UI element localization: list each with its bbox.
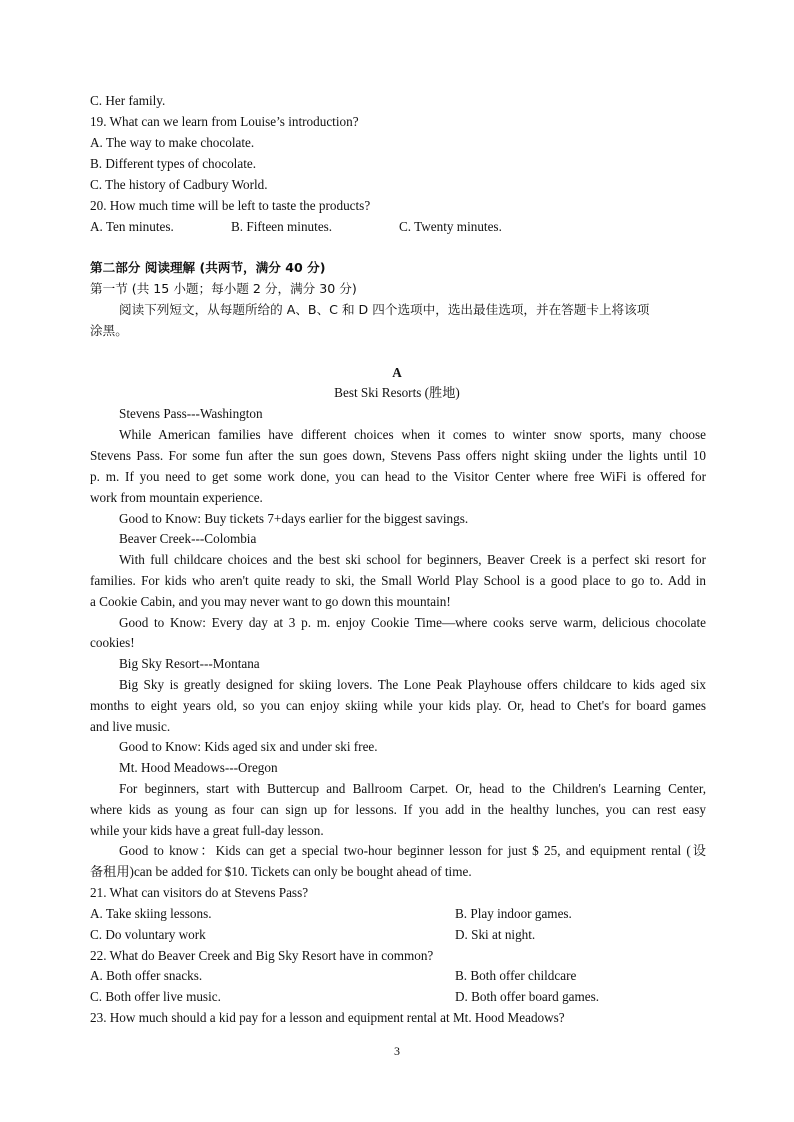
q21-option-b: B. Play indoor games. — [455, 906, 572, 921]
q21-stem: 21. What can visitors do at Stevens Pass? — [90, 885, 309, 900]
resort-heading-big-sky: Big Sky Resort---Montana — [119, 656, 260, 671]
q22-option-b: B. Both offer childcare — [455, 968, 577, 983]
good-to-know-mt-hood: Good to know：Kids can get a special two-hour beginner lesson for just $ 25, and equipment rental (设 — [119, 843, 706, 858]
passage-line: p. m. If you need to get some work done, you can head to the Visitor Center where free WiFi is offered for — [90, 469, 706, 484]
good-to-know-big-sky: Good to Know: Kids aged six and under ski free. — [119, 739, 378, 754]
resort-heading-beaver-creek: Beaver Creek---Colombia — [119, 531, 257, 546]
q22-option-d: D. Both offer board games. — [455, 989, 600, 1004]
q22-option-a: A. Both offer snacks. — [90, 968, 203, 983]
q22-stem: 22. What do Beaver Creek and Big Sky Resort have in common? — [90, 948, 434, 963]
passage-line: For beginners, start with Buttercup and Ballroom Carpet. Or, head to the Children's Learning Center, — [119, 781, 706, 796]
q21-option-d: D. Ski at night. — [455, 927, 536, 942]
passage-line: cookies! — [90, 635, 135, 650]
q18-option-c: C. Her family. — [90, 93, 166, 108]
q20-option-c: C. Twenty minutes. — [399, 219, 502, 234]
passage-line: where kids as young as four can sign up for lessons. If you add in the healthy lunches, you can rest easy — [90, 802, 706, 817]
passage-line: With full childcare choices and the best ski school for beginners, Beaver Creek is a perfect ski resort for — [119, 552, 706, 567]
q21-option-c: C. Do voluntary work — [90, 927, 206, 942]
passage-line: while your kids have a great full-day lesson. — [90, 823, 324, 838]
q19-stem: 19. What can we learn from Louise’s introduction? — [90, 114, 359, 129]
q20-option-a: A. Ten minutes. — [90, 219, 174, 234]
passage-line: work from mountain experience. — [90, 490, 263, 505]
instruction-line-2: 涂黑。 — [90, 323, 128, 338]
page-number: 3 — [394, 1044, 400, 1058]
good-to-know-beaver-creek: Good to Know: Every day at 3 p. m. enjoy Cookie Time—where cooks serve warm, delicious chocolate — [119, 615, 706, 630]
q22-option-c: C. Both offer live music. — [90, 989, 221, 1004]
passage-title: Best Ski Resorts (胜地) — [334, 385, 460, 400]
q21-option-a: A. Take skiing lessons. — [90, 906, 212, 921]
passage-line: a Cookie Cabin, and you may never want to go down this mountain! — [90, 594, 451, 609]
passage-line: families. For kids who aren't quite ready to ski, the Small World Play School is a good place to go to. Add in — [90, 573, 706, 588]
q20-stem: 20. How much time will be left to taste the products? — [90, 198, 371, 213]
instruction-line-1: 阅读下列短文，从每题所给的 A、B、C 和 D 四个选项中，选出最佳选项，并在答题卡上将该项 — [119, 302, 650, 317]
q19-option-a: A. The way to make chocolate. — [90, 135, 255, 150]
part-heading: 第二部分 阅读理解 (共两节，满分 40 分) — [90, 260, 326, 275]
passage-line: months to eight years old, so you can enjoy skiing while your kids play. Or, head to Chet's for board games — [90, 698, 706, 713]
q19-option-c: C. The history of Cadbury World. — [90, 177, 268, 192]
resort-heading-mt-hood: Mt. Hood Meadows---Oregon — [119, 760, 278, 775]
q23-stem: 23. How much should a kid pay for a lesson and equipment rental at Mt. Hood Meadows? — [90, 1010, 565, 1025]
passage-line: and live music. — [90, 719, 171, 734]
sub-heading: 第一节 (共 15 小题；每小题 2 分，满分 30 分) — [90, 281, 357, 296]
q20-option-b: B. Fifteen minutes. — [231, 219, 333, 234]
q19-option-b: B. Different types of chocolate. — [90, 156, 257, 171]
passage-line: Stevens Pass. For some fun after the sun goes down, Stevens Pass offers night skiing under the lights until 10 — [90, 448, 706, 463]
passage-line: Big Sky is greatly designed for skiing lovers. The Lone Peak Playhouse offers childcare to kids aged six — [119, 677, 706, 692]
passage-line: While American families have different choices when it comes to winter snow sports, many choose — [119, 427, 706, 442]
passage-line: 备租用)can be added for $10. Tickets can only be bought ahead of time. — [90, 864, 472, 879]
passage-letter: A — [392, 365, 402, 380]
resort-heading-stevens-pass: Stevens Pass---Washington — [119, 406, 263, 421]
good-to-know-stevens-pass: Good to Know: Buy tickets 7+days earlier for the biggest savings. — [119, 511, 469, 526]
